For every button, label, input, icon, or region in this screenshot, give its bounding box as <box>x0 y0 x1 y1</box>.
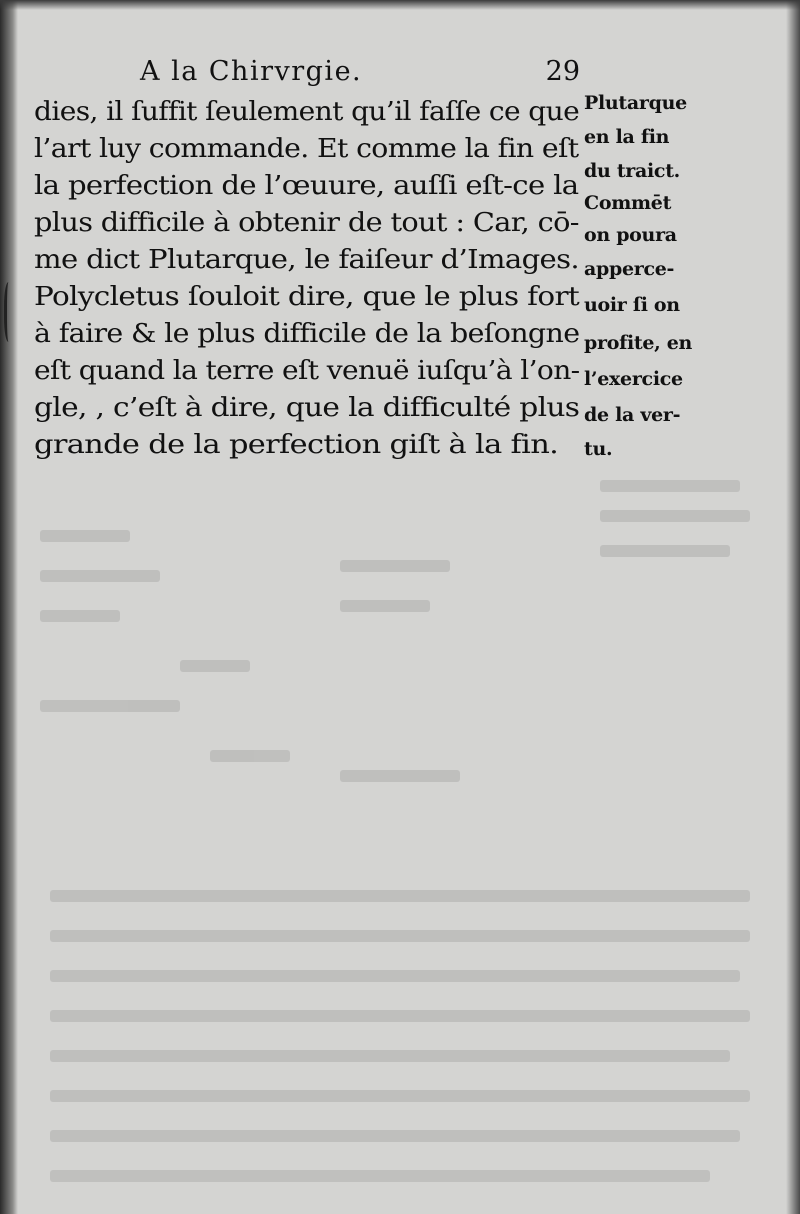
body-line: Polycletus ſouloit dire, que le plus fort <box>34 281 580 312</box>
margin-note-line: Plutarque <box>584 92 687 114</box>
body-line: la perfection de l’œuure, auſſi eſt-ce la <box>34 170 579 201</box>
margin-note-line: uoir ſi on <box>584 294 680 316</box>
body-line: me dict Plutarque, le faiſeur d’Images. <box>34 244 580 275</box>
margin-note-line: en la fin <box>584 126 670 148</box>
body-line: à faire & le plus difficile de la beſongne <box>34 318 580 349</box>
page-number: 29 <box>545 56 580 87</box>
body-line: dies, il ſuffit ſeulement qu’il faſſe ce que <box>34 96 580 127</box>
body-line: gle, , c’eſt à dire, que la difficulté plus <box>34 392 580 423</box>
body-line: grande de la perfection giſt à la fin. <box>34 429 559 460</box>
margin-note-line: profite, en <box>584 332 693 354</box>
page-top-shadow <box>0 0 800 10</box>
body-line: l’art luy commande. Et comme la fin eſt <box>34 133 579 164</box>
running-header <box>140 56 580 92</box>
binding-mark <box>4 282 15 342</box>
margin-note-line: de la ver- <box>584 404 681 426</box>
page-edge-shadow <box>786 0 800 1214</box>
body-line: plus difficile à obtenir de tout : Car, cō- <box>34 207 579 238</box>
body-line: eſt quand la terre eſt venuë iuſqu’à l’on- <box>34 355 580 386</box>
margin-note-line: Commēt <box>584 192 672 214</box>
show-through-bleed <box>40 470 780 1200</box>
running-title: A la Chirvrgie. <box>140 56 363 87</box>
page-gutter-shadow <box>0 0 18 1214</box>
margin-note-line: tu. <box>584 438 613 460</box>
margin-note-line: du traict. <box>584 160 680 182</box>
margin-note-line: apperce- <box>584 258 675 280</box>
margin-note-line: l’exercice <box>584 368 683 390</box>
margin-note-line: on poura <box>584 224 677 246</box>
